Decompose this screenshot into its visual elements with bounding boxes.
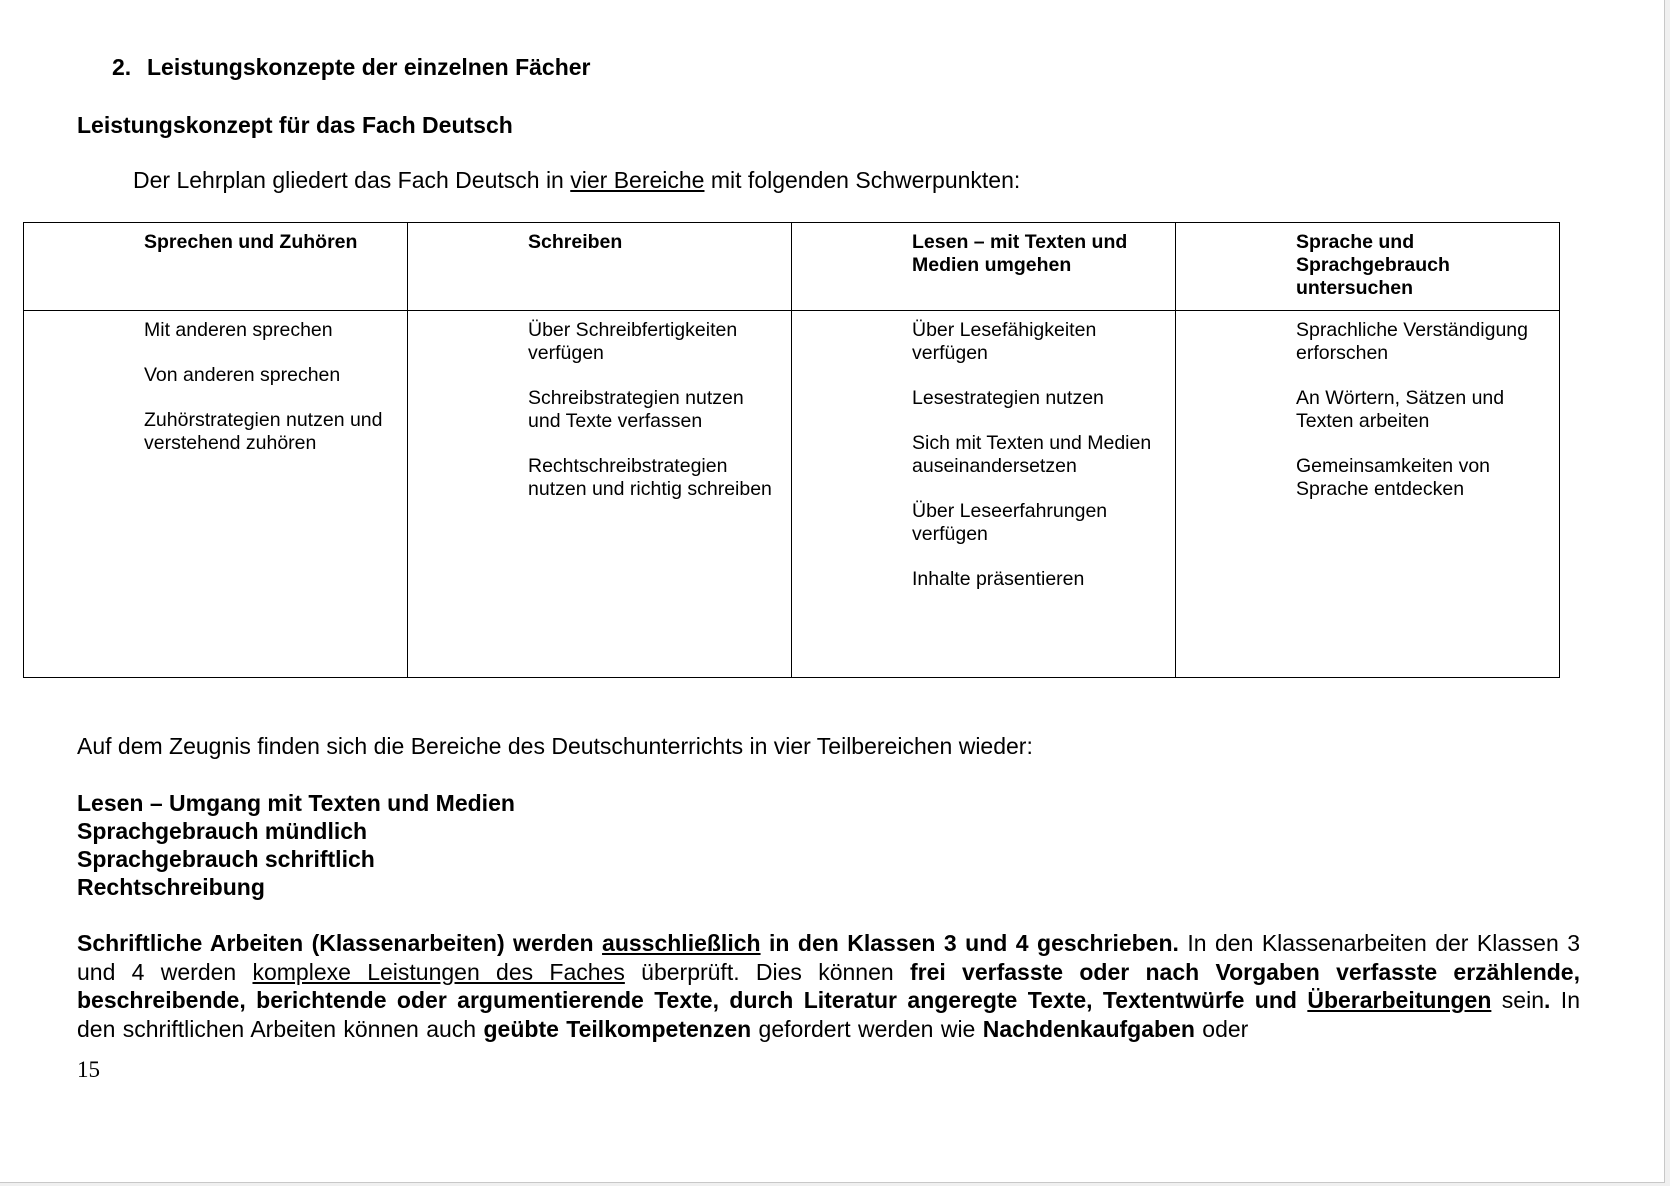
list-item: Über Lesefähigkeiten verfügen	[912, 319, 1097, 364]
table-body-row	[24, 311, 1560, 678]
list-item: Mit anderen sprechen	[144, 319, 333, 341]
list-item: Gemeinsamkeiten von Sprache entdecken	[1296, 455, 1491, 500]
list-item: Schreibstrategien nutzen und Texte verfassen	[528, 387, 744, 432]
zeugnis-text: Auf dem Zeugnis finden sich die Bereiche des Deutschunterrichts in vier Teilbereichen wieder:	[77, 733, 1033, 759]
header-sprechen: Sprechen und Zuhören	[24, 223, 408, 311]
column-lesen	[792, 311, 1176, 678]
subarea-item: Sprachgebrauch mündlich	[77, 818, 368, 844]
emphasis-ausschliesslich: ausschließlich	[602, 930, 761, 956]
intro-underlined: vier Bereiche	[570, 167, 705, 193]
subject-heading: Leistungskonzept für das Fach Deutsch	[77, 112, 513, 138]
column-sprache	[1176, 311, 1560, 678]
column-sprechen	[24, 311, 408, 678]
subarea-item: Sprachgebrauch schriftlich	[77, 846, 375, 872]
subareas-list	[77, 789, 515, 901]
list-item: Von anderen sprechen	[144, 364, 341, 386]
klassenarbeiten-paragraph: Schriftliche Arbeiten (Klassenarbeiten) werden ausschließlich in den Klassen 3 und 4 geschrieben. In den Klassenarbeiten der Klassen 3 und 4 werden komplexe Leistungen des Faches überprüft. Dies können frei verfasste oder nach Vorgaben verfasste erzählende, beschreibende, berichtende oder argumentierende Texte, durch Literatur angeregte Texte, Textentwürfe und Überarbeitungen sein. In den schriftlichen Arbeiten können auch geübte Teilkompetenzen gefordert werden wie Nachdenkaufgaben oder	[77, 930, 1580, 1042]
list-item: Über Leseerfahrungen verfügen	[912, 500, 1108, 545]
page-number: 15	[77, 1057, 100, 1082]
subarea-item: Rechtschreibung	[77, 874, 265, 900]
list-item: Rechtschreibstrategien nutzen und richtig schreiben	[528, 455, 772, 500]
section-title: Leistungskonzepte der einzelnen Fächer	[147, 54, 591, 80]
list-item: An Wörtern, Sätzen und Texten arbeiten	[1296, 387, 1505, 432]
emphasis-komplexe-leistungen: komplexe Leistungen des Faches	[252, 958, 625, 985]
list-item: Zuhörstrategien nutzen und verstehend zuhören	[144, 409, 383, 454]
column-schreiben	[408, 311, 792, 678]
list-item: Lesestrategien nutzen	[912, 387, 1104, 409]
areas-table	[23, 222, 1560, 678]
list-item: Sich mit Texten und Medien auseinandersetzen	[912, 432, 1152, 477]
header-lesen: Lesen – mit Texten und Medien umgehen	[792, 223, 1176, 311]
header-schreiben: Schreiben	[408, 223, 792, 311]
subarea-item: Lesen – Umgang mit Texten und Medien	[77, 790, 515, 816]
list-item: Sprachliche Verständigung erforschen	[1296, 319, 1528, 364]
table-header-row	[24, 223, 1560, 311]
section-heading	[112, 54, 591, 81]
list-item: Über Schreibfertigkeiten verfügen	[528, 319, 738, 364]
header-sprache: Sprache und Sprachgebrauch untersuchen	[1176, 223, 1560, 311]
section-number: 2.	[112, 54, 132, 80]
intro-text: Der Lehrplan gliedert das Fach Deutsch in vier Bereiche mit folgenden Schwerpunkten:	[133, 167, 1021, 193]
list-item: Inhalte präsentieren	[912, 568, 1085, 590]
emphasis-ueberarbeitungen: Überarbeitungen	[1307, 987, 1492, 1013]
